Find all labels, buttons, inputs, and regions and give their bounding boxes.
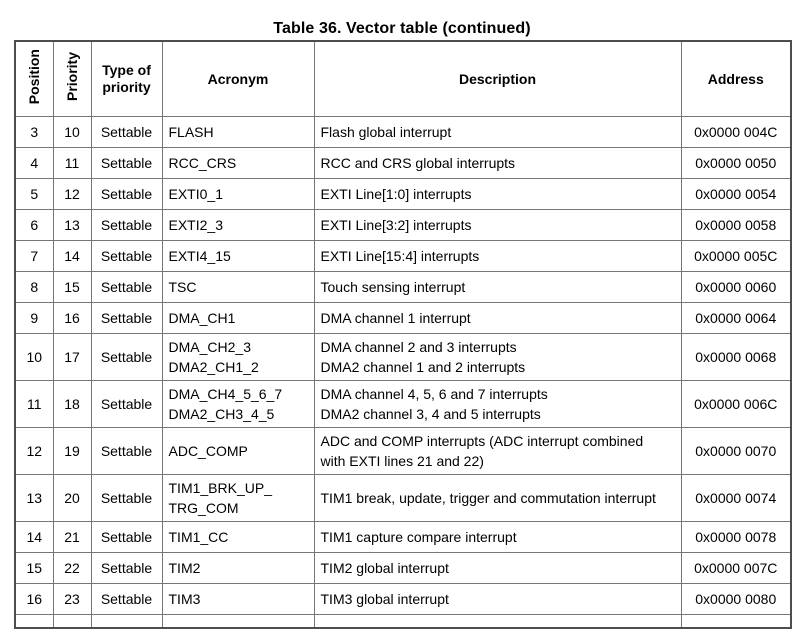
table-title: Table 36. Vector table (continued): [273, 20, 531, 37]
cell-position: 14: [15, 522, 53, 553]
cutoff-cell: [162, 615, 314, 629]
cell-type: Settable: [91, 272, 162, 303]
cell-position: 12: [15, 428, 53, 475]
cell-description: Touch sensing interrupt: [314, 272, 681, 303]
cell-address: 0x0000 0080: [681, 584, 791, 615]
cell-acronym: TIM2: [162, 553, 314, 584]
cell-acronym: DMA_CH4_5_6_7 DMA2_CH3_4_5: [162, 381, 314, 428]
cell-address: 0x0000 0068: [681, 334, 791, 381]
cell-address: 0x0000 005C: [681, 241, 791, 272]
cell-type: Settable: [91, 179, 162, 210]
cell-type: Settable: [91, 428, 162, 475]
vector-table: [14, 40, 792, 629]
cell-position: 11: [15, 381, 53, 428]
cell-position: 13: [15, 475, 53, 522]
table-row: [15, 148, 791, 179]
table-row: [15, 522, 791, 553]
cell-acronym: TIM1_CC: [162, 522, 314, 553]
cell-priority: 12: [53, 179, 91, 210]
table-row: [15, 475, 791, 522]
cutoff-cell: [681, 615, 791, 629]
cell-acronym: DMA_CH1: [162, 303, 314, 334]
cell-priority: 10: [53, 117, 91, 148]
cell-acronym: EXTI0_1: [162, 179, 314, 210]
table-header-row: [15, 41, 791, 117]
cell-description: DMA channel 1 interrupt: [314, 303, 681, 334]
cell-position: 6: [15, 210, 53, 241]
cell-description: ADC and COMP interrupts (ADC interrupt combined with EXTI lines 21 and 22): [314, 428, 681, 475]
cell-description: TIM2 global interrupt: [314, 553, 681, 584]
cell-type: Settable: [91, 553, 162, 584]
cell-priority: 23: [53, 584, 91, 615]
cell-position: 7: [15, 241, 53, 272]
cell-acronym: ADC_COMP: [162, 428, 314, 475]
column-header-position: [15, 41, 53, 117]
cell-position: 4: [15, 148, 53, 179]
cell-address: 0x0000 004C: [681, 117, 791, 148]
table-row: [15, 584, 791, 615]
cell-type: Settable: [91, 303, 162, 334]
cell-acronym: DMA_CH2_3 DMA2_CH1_2: [162, 334, 314, 381]
column-header-position-label: Position: [25, 49, 42, 105]
cell-type: Settable: [91, 584, 162, 615]
table-body: [15, 117, 791, 615]
cell-type: Settable: [91, 210, 162, 241]
cell-position: 8: [15, 272, 53, 303]
table-row: [15, 553, 791, 584]
cell-position: 3: [15, 117, 53, 148]
cell-acronym: EXTI2_3: [162, 210, 314, 241]
cell-type: Settable: [91, 148, 162, 179]
cell-address: 0x0000 0050: [681, 148, 791, 179]
cell-position: 5: [15, 179, 53, 210]
cell-description: EXTI Line[15:4] interrupts: [314, 241, 681, 272]
cell-priority: 20: [53, 475, 91, 522]
table-row: [15, 117, 791, 148]
cell-address: 0x0000 0060: [681, 272, 791, 303]
cell-description: TIM1 break, update, trigger and commutation interrupt: [314, 475, 681, 522]
cell-description: TIM3 global interrupt: [314, 584, 681, 615]
cell-acronym: TSC: [162, 272, 314, 303]
column-header-address: Address: [681, 41, 791, 117]
cell-description: RCC and CRS global interrupts: [314, 148, 681, 179]
cell-priority: 22: [53, 553, 91, 584]
table-body-cutoff: [15, 615, 791, 629]
cell-address: 0x0000 0054: [681, 179, 791, 210]
cell-description: TIM1 capture compare interrupt: [314, 522, 681, 553]
cell-type: Settable: [91, 117, 162, 148]
cell-acronym: RCC_CRS: [162, 148, 314, 179]
cell-acronym: FLASH: [162, 117, 314, 148]
column-header-description: Description: [314, 41, 681, 117]
cell-description: EXTI Line[3:2] interrupts: [314, 210, 681, 241]
table-row: [15, 303, 791, 334]
cutoff-cell: [91, 615, 162, 629]
table-row: [15, 272, 791, 303]
cell-acronym: EXTI4_15: [162, 241, 314, 272]
cell-description: Flash global interrupt: [314, 117, 681, 148]
cell-type: Settable: [91, 241, 162, 272]
cell-priority: 14: [53, 241, 91, 272]
cell-priority: 18: [53, 381, 91, 428]
table-row: [15, 381, 791, 428]
table-row: [15, 179, 791, 210]
cell-priority: 17: [53, 334, 91, 381]
cell-priority: 11: [53, 148, 91, 179]
cutoff-cell: [15, 615, 53, 629]
cell-address: 0x0000 007C: [681, 553, 791, 584]
cell-priority: 13: [53, 210, 91, 241]
cell-position: 16: [15, 584, 53, 615]
cell-address: 0x0000 006C: [681, 381, 791, 428]
column-header-acronym: Acronym: [162, 41, 314, 117]
cell-address: 0x0000 0074: [681, 475, 791, 522]
cell-priority: 19: [53, 428, 91, 475]
cell-position: 10: [15, 334, 53, 381]
cutoff-row: [15, 615, 791, 629]
cell-acronym: TIM3: [162, 584, 314, 615]
table-row: [15, 210, 791, 241]
cell-priority: 16: [53, 303, 91, 334]
cell-priority: 15: [53, 272, 91, 303]
cell-address: 0x0000 0058: [681, 210, 791, 241]
cutoff-cell: [314, 615, 681, 629]
cell-address: 0x0000 0070: [681, 428, 791, 475]
cell-priority: 21: [53, 522, 91, 553]
table-row: [15, 428, 791, 475]
table-row: [15, 334, 791, 381]
column-header-type: Type of priority: [91, 41, 162, 117]
table-row: [15, 241, 791, 272]
cell-address: 0x0000 0078: [681, 522, 791, 553]
cell-acronym: TIM1_BRK_UP_ TRG_COM: [162, 475, 314, 522]
cell-description: DMA channel 2 and 3 interrupts DMA2 channel 1 and 2 interrupts: [314, 334, 681, 381]
cell-position: 9: [15, 303, 53, 334]
cell-type: Settable: [91, 381, 162, 428]
cell-type: Settable: [91, 475, 162, 522]
cell-position: 15: [15, 553, 53, 584]
cell-description: EXTI Line[1:0] interrupts: [314, 179, 681, 210]
cell-address: 0x0000 0064: [681, 303, 791, 334]
column-header-priority-label: Priority: [63, 52, 80, 102]
cell-description: DMA channel 4, 5, 6 and 7 interrupts DMA2 channel 3, 4 and 5 interrupts: [314, 381, 681, 428]
cell-type: Settable: [91, 334, 162, 381]
cutoff-cell: [53, 615, 91, 629]
column-header-priority: [53, 41, 91, 117]
cell-type: Settable: [91, 522, 162, 553]
